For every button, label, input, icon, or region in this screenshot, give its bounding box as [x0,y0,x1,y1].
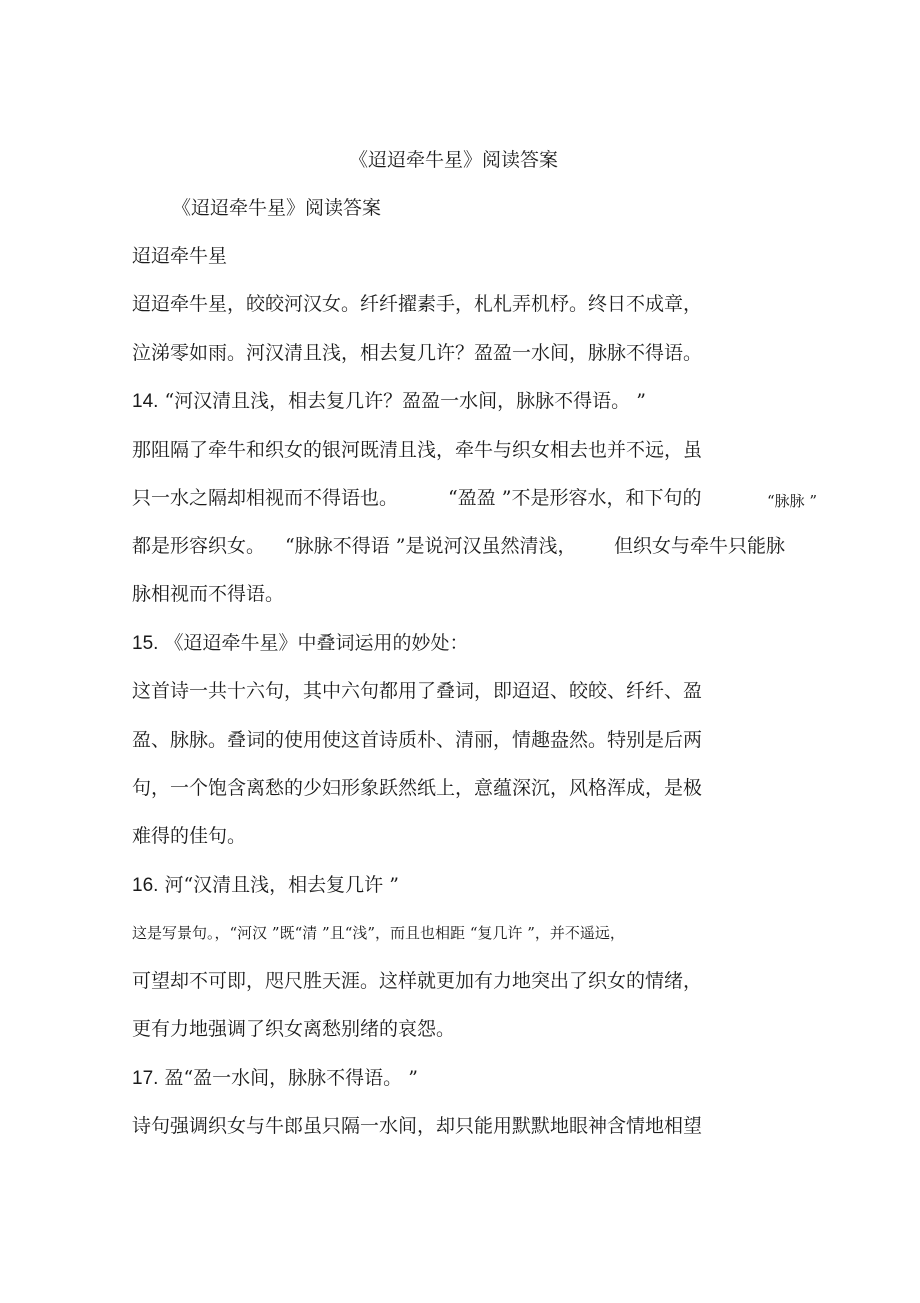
answer-15-line-3: 句，一个饱含离愁的少妇形象跃然纸上，意蕴深沉，风格浑成，是极 [132,777,703,799]
answer-14-line-3c: 但织女与牵牛只能脉 [614,535,786,557]
answer-14-line-2a: 只一水之隔却相视而不得语也。 [132,487,399,509]
answer-14-line-2c: “脉脉 ” [767,492,818,510]
question-14-heading [132,388,646,415]
answer-14-line-4: 脉相视而不得语。 [132,583,285,605]
answer-14-line-2b: “盈盈 ”不是形容水，和下句的 [448,487,702,509]
question-15-heading [132,630,468,657]
answer-14-line-3a: 都是形容织女。 [132,535,266,557]
answer-16-line-1: 这是写景句。，“河汉 ”既“清 ”且“浅”，而且也相距 “复几许 ”，并不遥远， [132,924,625,942]
subtitle: 《迢迢牵牛星》阅读答案 [172,197,382,219]
answer-15-line-1: 这首诗一共十六句，其中六句都用了叠词，即迢迢、皎皎、纤纤、盈 [132,680,703,702]
question-number: 15. [132,633,159,654]
answer-16-line-2: 可望却不可即，咫尺胜天涯。这样就更加有力地突出了织女的情绪， [132,970,703,992]
question-text: 《迢迢牵牛星》中叠词运用的妙处： [164,632,469,654]
question-number: 14. [132,391,159,412]
question-text: 河“汉清且浅，相去复几许 ” [164,874,399,896]
answer-15-line-4: 难得的佳句。 [132,825,247,847]
question-number: 17. [132,1068,159,1089]
answer-15-line-2: 盈、脉脉。叠词的使用使这首诗质朴、清丽，情趣盎然。特别是后两 [132,729,703,751]
question-16-heading [132,872,399,899]
answer-16-line-3: 更有力地强调了织女离愁别绪的哀怨。 [132,1018,456,1040]
poem-line-1: 迢迢牵牛星，皎皎河汉女。纤纤擢素手，札札弄机杼。终日不成章， [132,293,703,315]
poem-title: 迢迢牵牛星 [132,245,228,267]
answer-17-line-1: 诗句强调织女与牛郎虽只隔一水间，却只能用默默地眼神含情地相望 [132,1115,703,1137]
poem-line-2: 泣涕零如雨。河汉清且浅，相去复几许？盈盈一水间，脉脉不得语。 [132,342,703,364]
question-number: 16. [132,875,159,896]
answer-14-line-3b: “脉脉不得语 ”是说河汉虽然清浅， [285,535,577,557]
page-title: 《迢迢牵牛星》阅读答案 [349,149,559,171]
answer-14-line-1: 那阻隔了牵牛和织女的银河既清且浅，牵牛与织女相去也并不远，虽 [132,439,703,461]
question-17-heading [132,1065,418,1092]
question-text: “河汉清且浅，相去复几许？盈盈一水间，脉脉不得语。 ” [164,390,646,412]
question-text: 盈“盈一水间，脉脉不得语。 ” [164,1067,418,1089]
